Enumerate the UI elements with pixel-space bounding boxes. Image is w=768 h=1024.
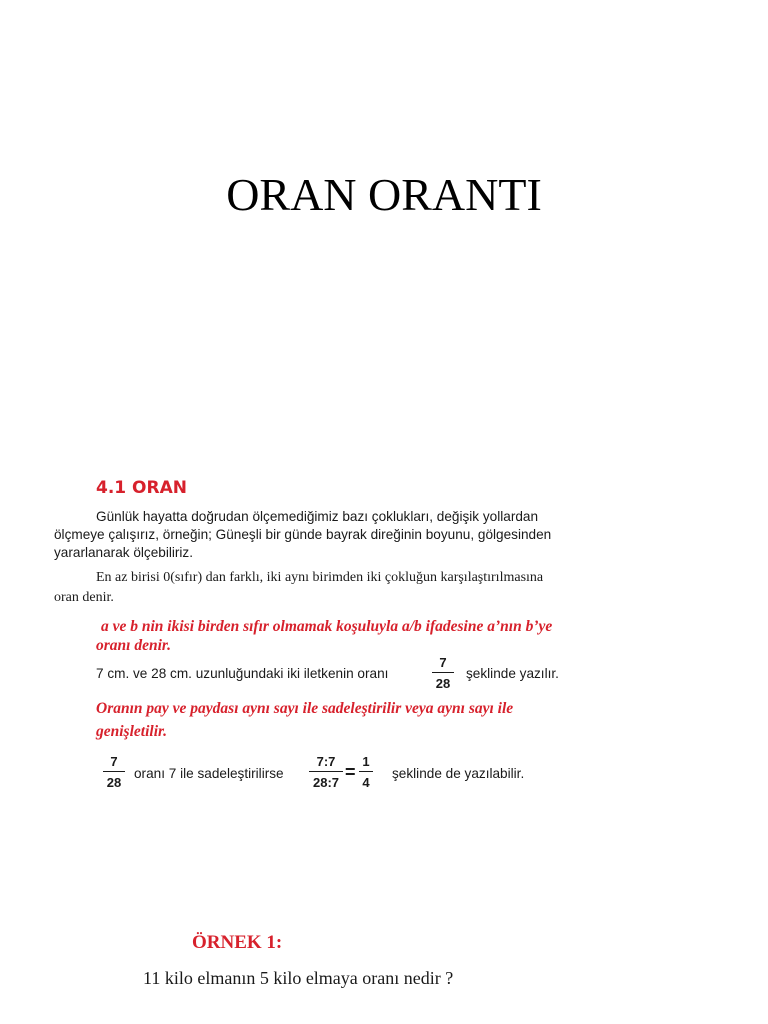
fraction-bar	[309, 771, 343, 772]
rule2-line-1: Oranın pay ve paydası aynı sayı ile sadeleştirilir veya aynı sayı ile	[96, 700, 514, 717]
section-heading: 4.1 ORAN	[96, 478, 187, 498]
example-sentence-end: şeklinde yazılır.	[466, 666, 559, 681]
simplify-fraction-division	[309, 754, 343, 790]
definition-line-2: oran denir.	[54, 590, 114, 605]
fraction-numerator: 7	[110, 754, 118, 769]
example-question: 11 kilo elmanın 5 kilo elmaya oranı nedir ?	[143, 968, 454, 988]
fraction-bar	[103, 771, 125, 772]
rule2-line-2: genişletilir.	[96, 723, 168, 740]
intro-line-3: yararlanarak ölçebiliriz.	[54, 545, 194, 560]
example-sentence-start: 7 cm. ve 28 cm. uzunluğundaki iki iletkenin oranı	[96, 666, 389, 681]
fraction-denominator: 4	[362, 775, 370, 790]
intro-line-1: Günlük hayatta doğrudan ölçemediğimiz bazı çoklukları, değişik yollardan	[96, 509, 539, 524]
fraction-denominator: 28	[435, 676, 451, 691]
fraction-7-over-28	[432, 655, 454, 691]
equals-sign: =	[345, 762, 356, 782]
fraction-denominator: 28	[106, 775, 122, 790]
fraction-denominator: 28:7	[312, 775, 340, 790]
simplify-fraction-original	[103, 754, 125, 790]
example-title: ÖRNEK 1:	[192, 932, 283, 953]
fraction-numerator: 7	[439, 655, 447, 670]
simplify-text-2: şeklinde de yazılabilir.	[392, 766, 525, 781]
fraction-numerator: 1	[362, 754, 370, 769]
simplify-text-1: oranı 7 ile sadeleştirilirse	[134, 766, 284, 781]
definition-line-1: En az birisi 0(sıfır) dan farklı, iki aynı birimden iki çokluğun karşılaştırılmasına	[96, 570, 544, 585]
fraction-bar	[432, 672, 454, 673]
simplify-fraction-result	[359, 754, 373, 790]
fraction-numerator: 7:7	[316, 754, 336, 769]
intro-line-2: ölçmeye çalışırız, örneğin; Güneşli bir günde bayrak direğinin boyunu, gölgesinden	[54, 527, 552, 542]
fraction-bar	[359, 771, 373, 772]
rule1-line-1: a ve b nin ikisi birden sıfır olmamak koşuluyla a/b ifadesine a’nın b’ye	[101, 618, 553, 635]
rule1-line-2: oranı denir.	[96, 637, 171, 654]
page-title: ORAN ORANTI	[226, 169, 542, 220]
